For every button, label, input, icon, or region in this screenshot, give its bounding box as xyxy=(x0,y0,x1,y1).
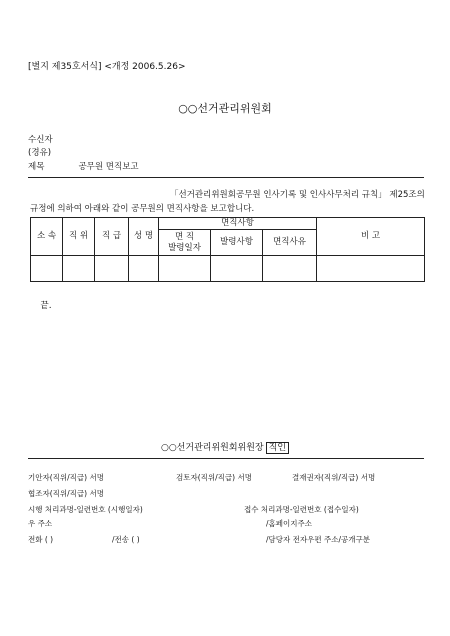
table-cell xyxy=(95,256,129,282)
signer-block xyxy=(0,440,450,453)
official-seal: 직인 xyxy=(266,442,289,454)
via-row xyxy=(28,146,75,158)
recipient-row xyxy=(28,133,77,145)
table-cell xyxy=(211,256,263,282)
table-cell xyxy=(317,256,425,282)
body-line-2: 규정에 의하여 아래와 같이 공무원의 면직사항을 보고합니다. xyxy=(30,204,255,214)
footer-approver: 결재권자(직위/직급) 서명 xyxy=(292,473,376,482)
footer-homepage: /홈페이지주소 xyxy=(266,519,312,528)
col-position: 직 위 xyxy=(63,218,95,256)
col-effective-date xyxy=(159,230,211,256)
table-cell xyxy=(159,256,211,282)
org-title: ○○선거관리위원회 xyxy=(178,102,272,115)
footer-fax: /전송 ( ) xyxy=(112,535,140,544)
col-grade: 직 급 xyxy=(95,218,129,256)
via-label: (경유) xyxy=(28,148,52,158)
signer-name: ○○선거관리위원회위원장 xyxy=(160,443,264,453)
table-cell xyxy=(31,256,63,282)
footer-enforcement: 시행 처리과명-일련번호 (시행일자) xyxy=(28,505,143,514)
col-affiliation: 소 속 xyxy=(31,218,63,256)
col-order-details: 발령사항 xyxy=(211,230,263,256)
end-mark: 끝. xyxy=(40,301,52,311)
footer-reviewer: 검토자(직위/직급) 서명 xyxy=(176,473,252,482)
footer-phone: 전화 ( ) xyxy=(28,535,54,544)
body-text xyxy=(30,188,425,216)
recipient-label: 수신자 xyxy=(28,135,53,145)
dismissal-table xyxy=(30,217,425,282)
footer-divider xyxy=(28,458,424,459)
body-line-1: 「선거관리위원회공무원 인사기록 및 인사사무처리 규칙」 제25조의 xyxy=(170,190,425,200)
col-effective-date-line2: 발령일자 xyxy=(168,242,201,253)
form-number: [별지 제35호서식] <개정 2006.5.26> xyxy=(28,62,186,72)
table-row xyxy=(31,256,425,282)
col-name: 성 명 xyxy=(129,218,159,256)
table-cell xyxy=(129,256,159,282)
footer-postal: 우 주소 xyxy=(28,519,53,528)
footer-contact: /담당자 전자우편 주소/공개구분 xyxy=(266,535,371,544)
group-dismissal: 면직사항 xyxy=(159,218,317,230)
col-effective-date-line1: 면 직 xyxy=(174,231,195,242)
table-cell xyxy=(63,256,95,282)
footer-receipt: 접수 처리과명-일련번호 (접수일자) xyxy=(244,505,359,514)
subject-row xyxy=(28,160,139,172)
header-divider xyxy=(28,177,424,178)
table-cell xyxy=(263,256,317,282)
subject-value: 공무원 면직보고 xyxy=(78,162,139,172)
col-reason: 면직사유 xyxy=(263,230,317,256)
subject-label: 제목 xyxy=(28,162,45,172)
footer-drafter: 기안자(직위/직급) 서명 xyxy=(28,473,104,482)
footer-collaborator: 협조자(직위/직급) 서명 xyxy=(28,489,104,498)
col-remarks: 비 고 xyxy=(317,218,425,256)
